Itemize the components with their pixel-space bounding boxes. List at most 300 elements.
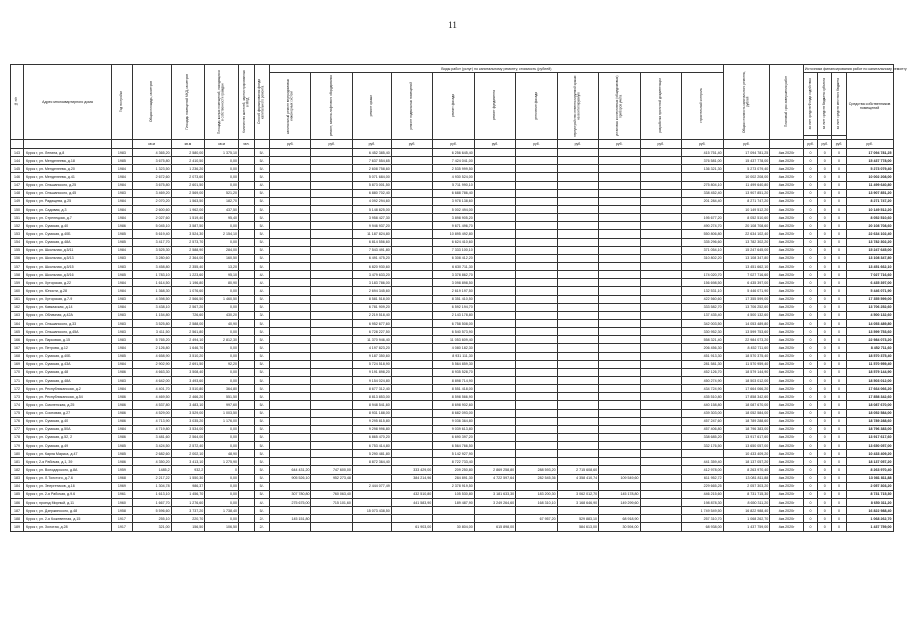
cell-area-residential: 2 073,60 [171,173,205,181]
cell-work-roof: 8 813 853,00 [352,393,391,401]
cell-area-premises: 0,00 [205,287,239,295]
cell-deadline: 4кв.2020г [770,295,804,303]
cell-work-roof-rebuild [557,189,598,197]
cell-fund-method: 5/- [254,482,270,490]
cell-work-design [640,254,681,262]
cell-area-total: 4 350,20 [132,458,171,466]
cell-finance-owners: 13 907 851,20 [846,189,893,197]
cell-finance-local: 0 [832,458,846,466]
cell-work-insulation [516,279,557,287]
cell-finance-local: 0 [832,393,846,401]
cell-work-systems [270,450,311,458]
cell-work-facade: 6 688 786,40 [433,189,474,197]
cell-work-control: 333 582,70 [681,303,723,311]
cell-total-cost: 18 579 144,90 [723,368,770,376]
cell-finance-fund: 0 [803,393,817,401]
cell-work-foundation [474,238,515,246]
table-row [11,295,894,303]
cell-num: 149 [11,197,24,205]
cell-work-systems [270,319,311,327]
cell-work-roof: 6 781 909,20 [352,303,391,311]
cell-work-control: 422 560,60 [681,295,723,303]
cell-total-cost: 8 452 711,60 [723,344,770,352]
work-meters-header: установка коллективных (общедомовых) приборов учета [599,73,640,140]
cell-finance-subject: 0 [818,230,832,238]
cell-area-total: 3 438,10 [132,303,171,311]
cell-area-premises: 0,00 [205,173,239,181]
cell-address: Курск г, ул. Сумская, д.40Б [23,230,111,238]
cell-finance-owners: 2 057 303,20 [846,482,893,490]
cell-finance-subject: 0 [818,238,832,246]
cell-area-premises: 437,50 [205,205,239,213]
cell-work-foundation [474,157,515,165]
cell-work-insulation [516,230,557,238]
cell-work-basement: 61 903,00 [391,523,432,531]
cell-total-cost: 22 984 073,20 [723,336,770,344]
cell-work-control: 490 274,70 [681,222,723,230]
cell-work-elevator [311,523,352,531]
cell-work-elevator [311,385,352,393]
cell-work-roof: 6 865 470,20 [352,433,391,441]
cell-work-roof: 6 952 677,60 [352,319,391,327]
cell-num: 189 [11,523,24,531]
cell-work-control: 338 685,20 [681,433,723,441]
cell-work-roof: 6 753 414,80 [352,442,391,450]
cell-finance-fund: 0 [803,499,817,507]
cell-work-foundation [474,401,515,409]
cell-finance-owners: 8 052 510,60 [846,214,893,222]
cell-work-elevator [311,230,352,238]
cell-area-residential: 2 601,50 [171,181,205,189]
cell-address: Курск г, ул. Стрелецкая, д.7 [23,214,111,222]
cell-area-residential: 1 076,60 [171,287,205,295]
cell-work-meters [599,149,640,157]
cell-area-premises: 551,50 [205,393,239,401]
cell-num: 146 [11,173,24,181]
cell-work-elevator: 715 101,60 [311,499,352,507]
cell-area-premises: 2 154,10 [205,230,239,238]
cell-work-elevator [311,507,352,515]
cell-residents [238,319,254,327]
cell-work-roof-rebuild [557,165,598,173]
cell-work-basement [391,417,432,425]
cell-work-insulation [516,303,557,311]
cell-address: Курск г, ул. Облачная, д.42А [23,311,111,319]
cell-work-facade: 5 142 927,90 [433,450,474,458]
cell-work-elevator [311,238,352,246]
cell-work-roof-rebuild [557,409,598,417]
cell-finance-subject: 0 [818,482,832,490]
cell-work-roof: 8 581 518,00 [352,295,391,303]
cell-work-insulation [516,246,557,254]
cell-work-insulation [516,271,557,279]
cell-area-total: 3 469,20 [132,189,171,197]
cell-finance-local: 0 [832,352,846,360]
cell-work-insulation [516,368,557,376]
cell-finance-subject: 0 [818,433,832,441]
work-foundation-header: ремонт фундамента [474,73,515,140]
cell-work-elevator [311,222,352,230]
cell-finance-owners: 11 570 959,40 [846,360,893,368]
cell-deadline: 4кв.2020г [770,319,804,327]
cell-area-residential: 3 510,20 [171,352,205,360]
cell-work-meters [599,442,640,450]
cell-work-basement [391,376,432,384]
cell-fund-method: 5/- [254,173,270,181]
cell-finance-local: 0 [832,433,846,441]
cell-work-basement [391,287,432,295]
cell-work-roof-rebuild: 2 715 608,60 [557,466,598,474]
cell-area-total: 4 663,30 [132,368,171,376]
cell-work-basement [391,319,432,327]
cell-work-basement [391,197,432,205]
area-premises-header: Площадь жилых помещений, находящихся в собственности граждан [205,65,239,140]
unit-rub-w4: руб. [391,140,432,149]
cell-finance-owners: 1 437 759,00 [846,523,893,531]
cell-work-elevator [311,393,352,401]
cell-finance-subject: 0 [818,401,832,409]
cell-address: Курск г, 2-я Рабочая, д.1, 39 [23,458,111,466]
cell-work-facade: 3 378 862,70 [433,271,474,279]
cell-work-facade: 4 930 524,00 [433,173,474,181]
cell-work-foundation [474,393,515,401]
cell-finance-fund: 0 [803,466,817,474]
cell-deadline: 4кв.2020г [770,246,804,254]
cell-residents [238,279,254,287]
cell-num: 184 [11,482,24,490]
cell-work-foundation [474,295,515,303]
cell-work-meters: 145 178,80 [599,490,640,498]
cell-work-basement [391,149,432,157]
cell-finance-subject: 0 [818,523,832,531]
cell-work-basement [391,385,432,393]
cell-area-premises: 0,00 [205,376,239,384]
cell-residents [238,499,254,507]
cell-work-meters [599,222,640,230]
cell-work-control: 550 806,80 [681,230,723,238]
cell-residents [238,507,254,515]
cell-finance-subject: 0 [818,417,832,425]
cell-fund-method: 5/- [254,409,270,417]
cell-work-control: 310 802,20 [681,254,723,262]
cell-fund-method: 5/- [254,393,270,401]
cell-finance-local: 0 [832,409,846,417]
cell-work-systems [270,425,311,433]
table-row [11,523,894,531]
cell-area-premises: 48,90 [205,450,239,458]
cell-work-systems [270,385,311,393]
cell-address: Курск г, ул. Ленина, д.8 [23,149,111,157]
cell-fund-method: 5/- [254,360,270,368]
cell-work-basement [391,409,432,417]
cell-finance-owners: 13 706 252,60 [846,303,893,311]
cell-residents [238,474,254,482]
cell-finance-subject: 0 [818,515,832,523]
cell-work-basement [391,246,432,254]
cell-residents [238,165,254,173]
cell-work-design [640,474,681,482]
cell-work-meters [599,328,640,336]
cell-year: 1917 [112,515,133,523]
cell-finance-local: 0 [832,482,846,490]
cell-work-roof: 5 071 684,00 [352,173,391,181]
cell-work-systems [270,279,311,287]
table-row [11,165,894,173]
cell-address: Курск г, ул. Смоленская, д.25 [23,401,111,409]
cell-finance-owners: 16 822 988,40 [846,507,893,515]
cell-finance-owners: 17 858 342,60 [846,393,893,401]
cell-work-meters [599,360,640,368]
cell-work-roof-rebuild [557,328,598,336]
cell-total-cost: 18 570 375,40 [723,352,770,360]
cell-work-roof: 3 183 786,00 [352,279,391,287]
cell-area-residential: 2 002,10 [171,450,205,458]
cell-work-foundation [474,319,515,327]
cell-area-residential: 1 550,30 [171,474,205,482]
cell-total-cost: 7 027 716,60 [723,271,770,279]
cell-work-facade: 6 690 397,20 [433,433,474,441]
cell-area-total: 4 529,00 [132,409,171,417]
cell-work-systems: 275 675,00 [270,499,311,507]
cell-area-total: 3 458,80 [132,262,171,270]
capital-repair-table [10,64,907,532]
cell-num: 176 [11,417,24,425]
cell-year: 1969 [112,482,133,490]
unit-rub-w5: руб. [433,140,474,149]
cell-deadline: 4кв.2020г [770,433,804,441]
cell-address: Курск г, ул. 2-я Кожевенная, д.15 [23,515,111,523]
cell-finance-local: 0 [832,279,846,287]
cell-area-total: 1 323,50 [132,165,171,173]
cell-area-premises: 0,00 [205,482,239,490]
cell-work-systems [270,344,311,352]
cell-work-basement [391,442,432,450]
cell-finance-fund: 0 [803,262,817,270]
cell-year: 1984 [112,287,133,295]
cell-work-insulation [516,295,557,303]
cell-work-meters [599,214,640,222]
cell-total-cost: 13 917 617,60 [723,433,770,441]
cell-work-design [640,271,681,279]
unit-rub-f2: руб. [818,140,832,149]
cell-area-premises: 80,90 [205,279,239,287]
cell-work-roof: 11 187 824,80 [352,230,391,238]
cell-work-design [640,222,681,230]
cell-work-facade: 9 036 364,80 [433,417,474,425]
cell-total-cost: 17 094 781,25 [723,149,770,157]
cell-finance-owners: 22 634 102,40 [846,230,893,238]
table-row [11,376,894,384]
cell-work-insulation [516,238,557,246]
cell-work-basement [391,214,432,222]
cell-work-insulation [516,425,557,433]
cell-year: 1984 [112,344,133,352]
total-cost-header: Общая стоимость капитального ремонта, рублей [723,65,770,140]
cell-work-roof: 4 197 823,20 [352,344,391,352]
cell-num: 160 [11,287,24,295]
cell-total-cost: 16 822 988,40 [723,507,770,515]
cell-finance-owners: 18 503 012,00 [846,376,893,384]
table-row [11,222,894,230]
cell-work-design [640,238,681,246]
cell-work-meters [599,287,640,295]
cell-finance-fund: 0 [803,181,817,189]
cell-work-control: 68 938,00 [681,523,723,531]
cell-work-design [640,303,681,311]
cell-work-systems [270,401,311,409]
cell-work-roof-rebuild [557,287,598,295]
cell-finance-owners: 11 499 640,80 [846,181,893,189]
cell-work-control: 257 310,70 [681,515,723,523]
cell-address: Курск г, ул. Школьная, д.5/11 [23,246,111,254]
cell-work-design [640,352,681,360]
cell-work-control: 439 303,00 [681,409,723,417]
cell-work-foundation [474,149,515,157]
cell-work-systems [270,393,311,401]
cell-work-roof: 5 724 518,90 [352,360,391,368]
cell-work-systems [270,246,311,254]
table-row [11,205,894,213]
cell-residents [238,482,254,490]
cell-work-basement: 384 214,96 [391,474,432,482]
cell-work-design [640,230,681,238]
cell-work-meters [599,303,640,311]
cell-work-meters [599,319,640,327]
cell-finance-owners: 8 650 311,20 [846,499,893,507]
cell-address: Курск г, ул. Кавказская, д.14 [23,303,111,311]
cell-work-control: 457 406,80 [681,425,723,433]
cell-finance-fund: 0 [803,319,817,327]
cell-year: 1985 [112,442,133,450]
cell-work-facade: 2 619 197,50 [433,287,474,295]
cell-finance-owners: 13 917 617,60 [846,433,893,441]
cell-work-facade: 6 256 645,40 [433,149,474,157]
cell-work-control: 275 804,10 [681,181,723,189]
cell-work-facade: 5 564 859,30 [433,360,474,368]
cell-work-meters [599,271,640,279]
cell-finance-local: 0 [832,165,846,173]
cell-area-residential: 2 466,20 [171,393,205,401]
cell-work-design [640,197,681,205]
cell-work-roof-rebuild [557,279,598,287]
cell-area-premises: 106,50 [205,523,239,531]
cell-finance-subject: 0 [818,311,832,319]
cell-work-control: 441 359,40 [681,458,723,466]
cell-area-total: 1 614,50 [132,279,171,287]
cell-fund-method: 5/- [254,401,270,409]
cell-work-elevator [311,173,352,181]
cell-finance-owners: 13 599 753,60 [846,328,893,336]
unit-rub-w2: руб. [311,140,352,149]
cell-num: 181 [11,458,24,466]
cell-work-roof-rebuild [557,344,598,352]
cell-work-foundation [474,214,515,222]
cell-deadline: 4кв.2020г [770,458,804,466]
cell-work-elevator: 747 600,00 [311,466,352,474]
cell-work-design [640,458,681,466]
cell-finance-fund: 0 [803,482,817,490]
cell-work-elevator [311,458,352,466]
cell-num: 172 [11,385,24,393]
cell-residents [238,157,254,165]
cell-deadline: 4кв.2020г [770,262,804,270]
cell-work-roof: 4 092 294,60 [352,197,391,205]
cell-area-premises: 182,70 [205,197,239,205]
cell-area-total: 3 675,80 [132,181,171,189]
cell-work-insulation [516,442,557,450]
cell-finance-owners: 8 731 715,30 [846,490,893,498]
cell-work-design [640,149,681,157]
cell-work-facade: 8 935 528,70 [433,368,474,376]
cell-work-foundation [474,450,515,458]
cell-work-basement [391,401,432,409]
cell-deadline: 4кв.2020г [770,149,804,157]
cell-finance-owners: 20 108 708,60 [846,222,893,230]
cell-year: 1984 [112,425,133,433]
cell-total-cost: 17 355 599,00 [723,295,770,303]
cell-work-control: 281 581,30 [681,360,723,368]
cell-total-cost: 18 796 383,00 [723,425,770,433]
cell-work-control: 452 126,70 [681,368,723,376]
table-row [11,149,894,157]
cell-finance-local: 0 [832,254,846,262]
cell-area-total: 1 368,30 [132,287,171,295]
cell-work-elevator [311,360,352,368]
cell-area-premises: 0,00 [205,490,239,498]
address-header: Адрес многоквартирного дома [23,65,111,140]
cell-work-foundation [474,368,515,376]
cell-work-foundation [474,409,515,417]
cell-work-roof-rebuild [557,214,598,222]
col-num-header: № п/п [11,65,24,140]
cell-address: Курск г, ул. Сумская, д.40 [23,222,111,230]
cell-address: Курск г, ул. Садовая, д.3 [23,205,111,213]
cell-work-systems: 307 780,80 [270,490,311,498]
cell-total-cost: 13 907 851,20 [723,189,770,197]
table-row [11,458,894,466]
cell-work-systems [270,254,311,262]
unit-rub-w7: руб. [516,140,557,149]
cell-work-design [640,328,681,336]
cell-finance-fund: 0 [803,458,817,466]
cell-finance-fund: 0 [803,433,817,441]
cell-work-foundation [474,360,515,368]
cell-num: 183 [11,474,24,482]
table-row [11,303,894,311]
cell-deadline: 4кв.2020г [770,499,804,507]
cell-year: 1986 [112,417,133,425]
cell-address: Курск г, ул. Петрова, д.12 [23,344,111,352]
cell-address: Курск г, ул. Менделеева, д.18 [23,157,111,165]
cell-work-insulation [516,482,557,490]
cell-work-control: 137 435,40 [681,311,723,319]
cell-work-foundation [474,197,515,205]
cell-total-cost: 13 599 753,60 [723,328,770,336]
cell-work-control: 201 284,40 [681,197,723,205]
cell-work-design [640,344,681,352]
cell-work-elevator [311,328,352,336]
cell-work-basement [391,230,432,238]
cell-num: 148 [11,189,24,197]
cell-fund-method: 4/- [254,287,270,295]
cell-finance-subject: 0 [818,499,832,507]
cell-work-basement: 333 429,00 [391,466,432,474]
cell-work-design [640,417,681,425]
cell-finance-subject: 0 [818,385,832,393]
cell-area-total: 2 600,60 [132,205,171,213]
cell-address: Курск г, ул. Энергетиков, д.16 [23,482,111,490]
cell-finance-local: 0 [832,319,846,327]
